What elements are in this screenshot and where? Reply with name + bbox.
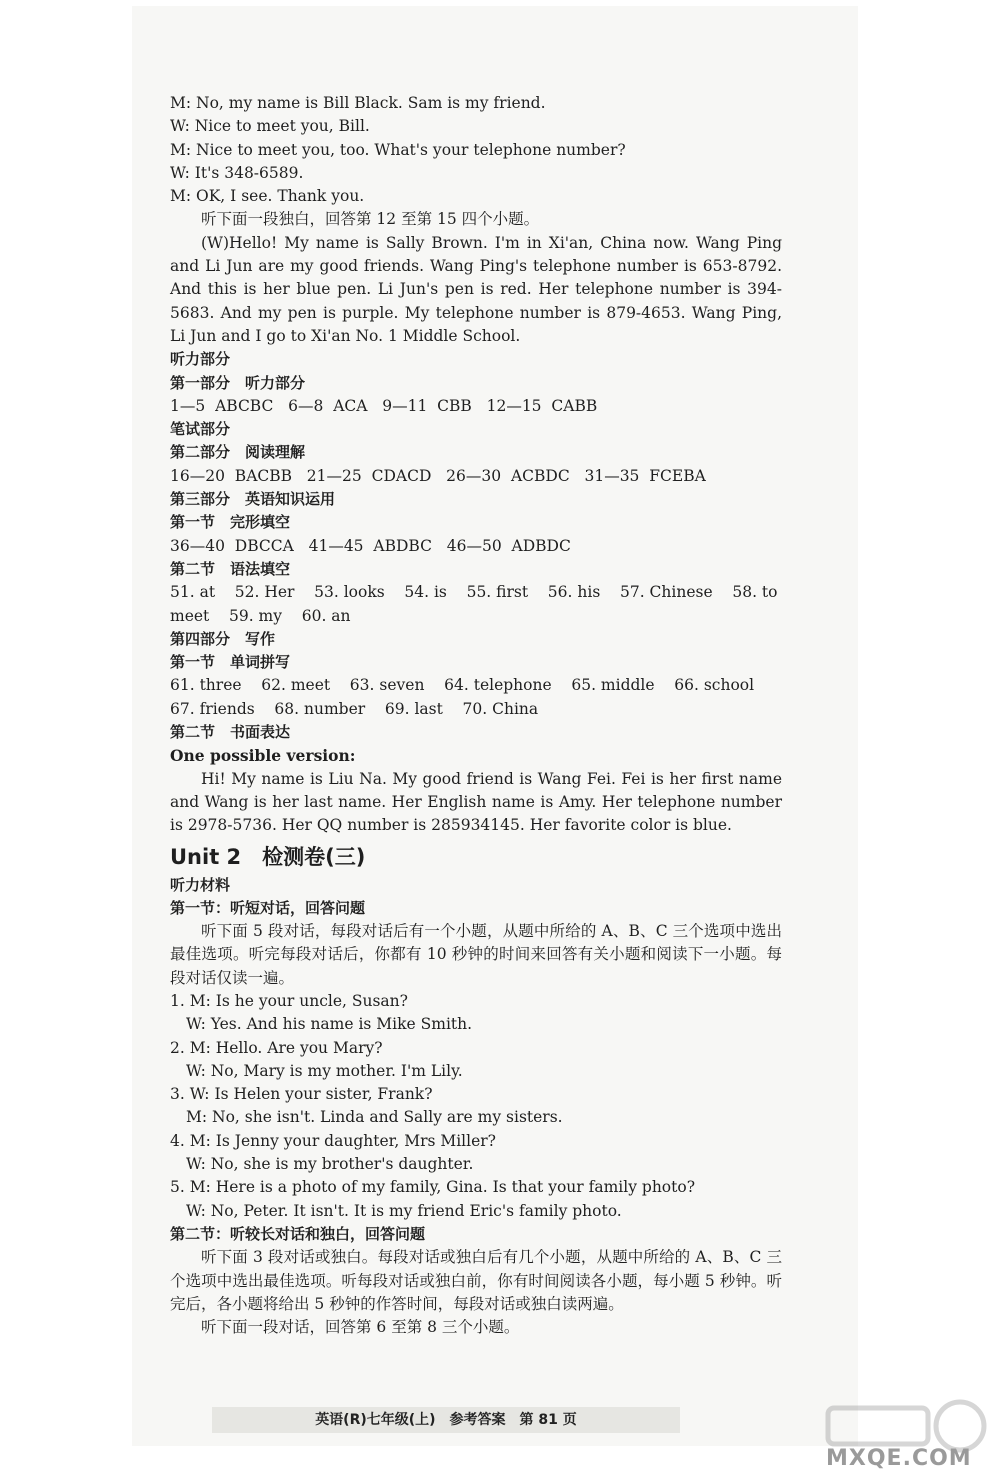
dialog-line: M: No, my name is Bill Black. Sam is my friend. [170, 94, 546, 112]
dialog-line: M: OK, I see. Thank you. [170, 187, 365, 206]
sec2-answers: 51. at 52. Her 53. looks 54. is 55. first 56. his 57. Chinese 58. to [170, 583, 778, 602]
sec4-2-header: 第二节 书面表达 [170, 723, 291, 742]
written-header: 笔试部分 [170, 420, 231, 439]
sec2-header: 第二节 语法填空 [170, 559, 291, 578]
sec1-header: 第一节 完形填空 [170, 513, 291, 532]
part2-header: 第二部分 阅读理解 [170, 443, 306, 462]
dialog-line: 1. M: Is he your uncle, Susan? [170, 991, 408, 1010]
monologue-text: (W)Hello! My name is Sally Brown. I'm in Xi'an, China now. Wang Ping and Li Jun are my good friends. Wang Ping's telephone number is 653-8792. And this is her blue pen. Li Jun's pen is red. Her telephone number is 394-5683. And my pen is purple. My telephone number is 879-4653. Wang Ping, Li Jun and I go to Xi'an No. 1 Middle School. [170, 233, 782, 345]
dialog-line: 4. M: Is Jenny your daughter, Mrs Miller? [170, 1131, 496, 1150]
unit-title: Unit 2 检测卷(三) [170, 844, 366, 869]
sec4-1-answers: 67. friends 68. number 69. last 70. China [170, 699, 539, 718]
dialog-line: M: No, she isn't. Linda and Sally are my sisters. [186, 1108, 563, 1127]
dialog-line: W: Nice to meet you, Bill. [170, 117, 370, 136]
essay-text: Hi! My name is Liu Na. My good friend is Wang Fei. Fei is her first name and Wang is her last name. Her English name is Amy. Her telephone number is 2978-5736. Her QQ number is 285934145. Her favorite color is blue. [170, 769, 782, 835]
dialog-line: W: No, she is my brother's daughter. [186, 1155, 474, 1174]
part2-answers: 16—20 BACBB 21—25 CDACD 26—30 ACBDC 31—35 FCEBA [170, 466, 706, 485]
instruction-12-15: 听下面一段独白，回答第 12 至第 15 四个小题。 [201, 210, 540, 229]
unit2-sec2-intro: 听下面 3 段对话或独白。每段对话或独白后有几个小题，从题中所给的 A、B、C 三个选项中选出最佳选项。听每段对话或独白前，你有时间阅读各小题，每小题 5 秒钟。听完后，各小题将给出 5 秒钟的作答时间，每段对话或独白读两遍。 [170, 1248, 782, 1313]
instruction-6-8: 听下面一段对话，回答第 6 至第 8 三个小题。 [201, 1318, 520, 1337]
listening-header: 听力部分 [170, 350, 231, 369]
sec1-answers: 36—40 DBCCA 41—45 ABDBC 46—50 ADBDC [170, 536, 571, 555]
part1-answers: 1—5 ABCBC 6—8 ACA 9—11 CBB 12—15 CABB [170, 396, 598, 415]
dialog-line: 5. M: Here is a photo of my family, Gina. Is that your family photo? [170, 1178, 696, 1197]
material-header: 听力材料 [170, 875, 231, 894]
answer-content [170, 92, 782, 1339]
part3-header: 第三部分 英语知识运用 [170, 490, 336, 509]
page-footer: 英语(R)七年级(上) 参考答案 第 81 页 [212, 1407, 680, 1433]
sec4-1-answers: 61. three 62. meet 63. seven 64. telephone 65. middle 66. school [170, 676, 755, 695]
unit2-sec2-header: 第二节：听较长对话和独白，回答问题 [170, 1224, 426, 1243]
dialog-line: 2. M: Hello. Are you Mary? [170, 1038, 383, 1057]
part1-header: 第一部分 听力部分 [170, 373, 306, 392]
watermark-text: MXQE.COM [826, 1446, 972, 1471]
dialog-line: W: No, Mary is my mother. I'm Lily. [186, 1061, 463, 1080]
dialog-line: 3. W: Is Helen your sister, Frank? [170, 1085, 433, 1104]
unit2-sec1-header: 第一节：听短对话，回答问题 [170, 898, 366, 917]
part4-header: 第四部分 写作 [170, 629, 276, 648]
dialog-line: W: No, Peter. It isn't. It is my friend Eric's family photo. [186, 1201, 622, 1220]
unit2-sec1-intro: 听下面 5 段对话，每段对话后有一个小题，从题中所给的 A、B、C 三个选项中选出最佳选项。听完每段对话后，你都有 10 秒钟的时间来回答有关小题和阅读下一小题。每段对话仅读一遍。 [170, 922, 782, 987]
version-label: One possible version: [170, 746, 356, 766]
dialog-line: W: It's 348-6589. [170, 163, 304, 182]
dialog-line: M: Nice to meet you, too. What's your telephone number? [170, 140, 626, 159]
dialog-line: W: Yes. And his name is Mike Smith. [186, 1015, 473, 1034]
sec2-answers: meet 59. my 60. an [170, 606, 351, 625]
sec4-1-header: 第一节 单词拼写 [170, 653, 291, 672]
